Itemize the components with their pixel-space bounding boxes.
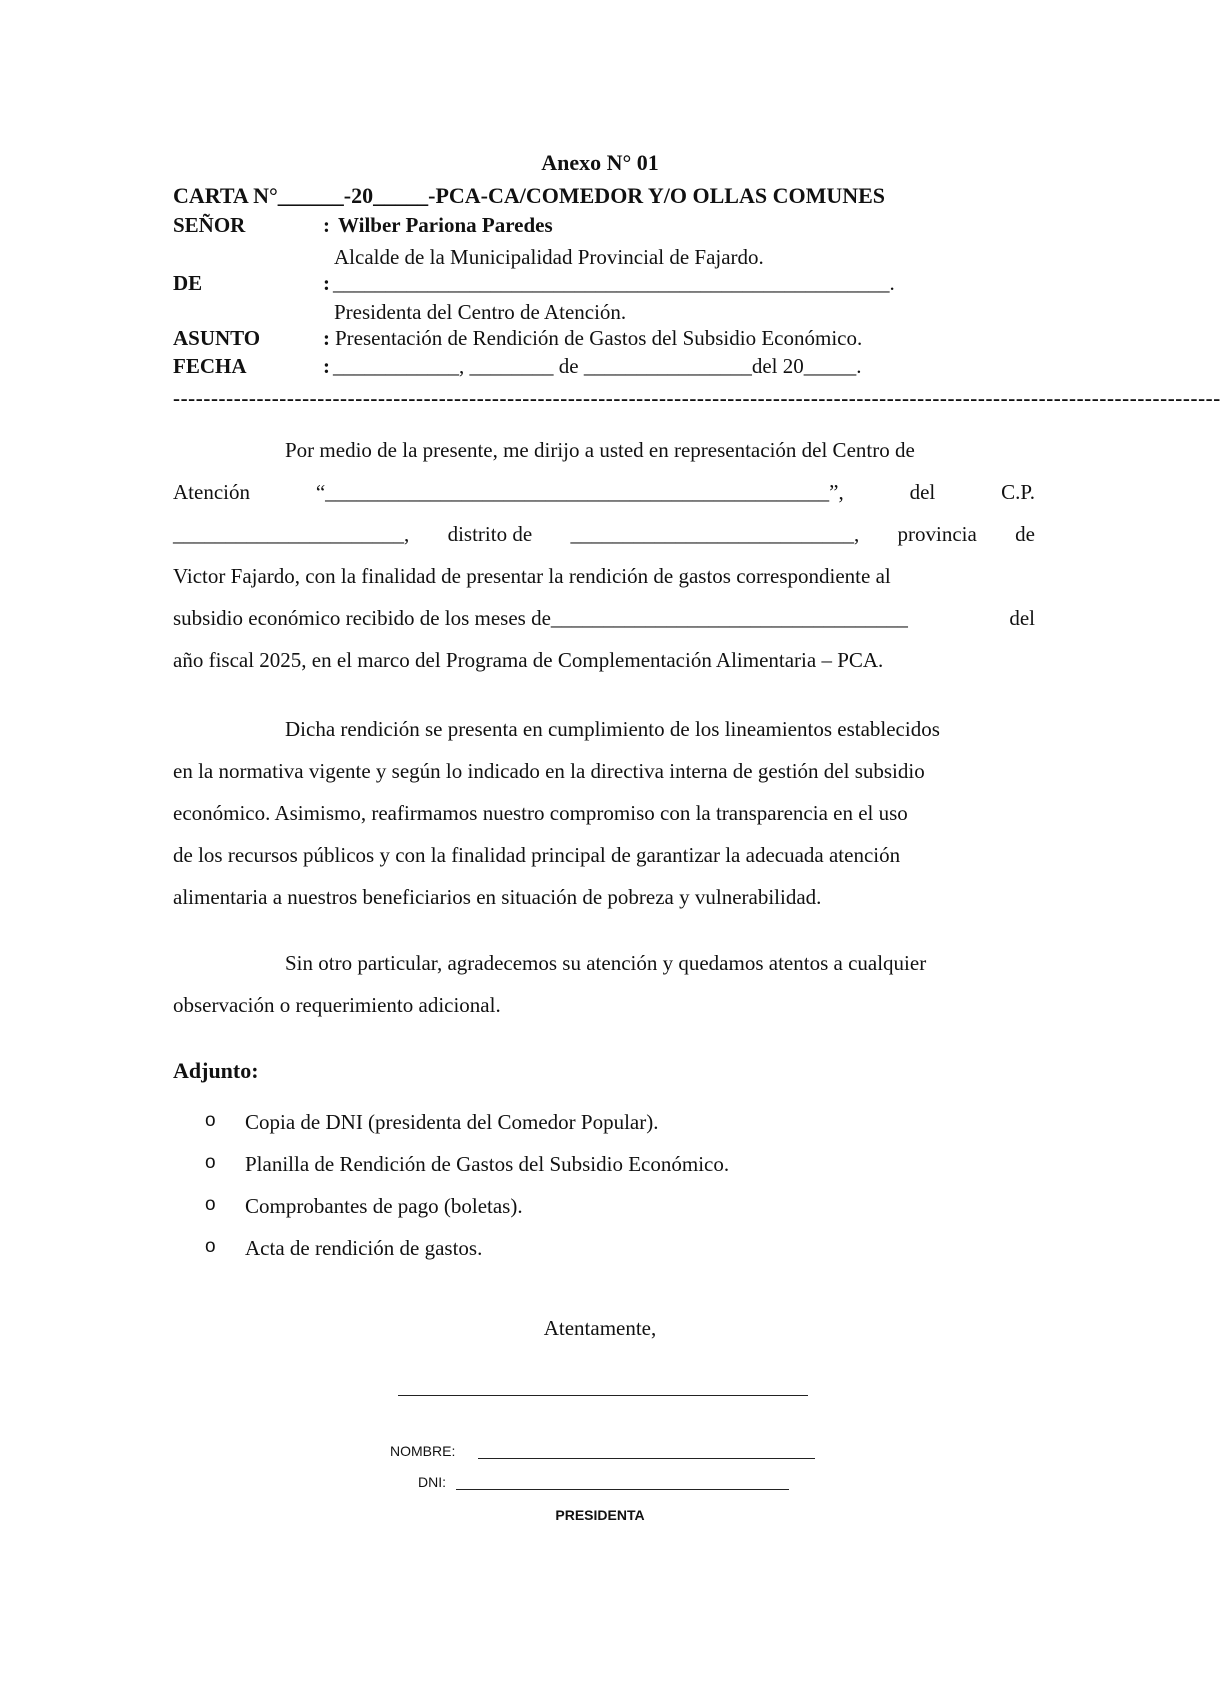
bullet-icon: o: [205, 1152, 216, 1173]
p1-line-2: [173, 480, 1035, 505]
p2-line-5: alimentaria a nuestros beneficiarios en situación de pobreza y vulnerabilidad.: [173, 885, 822, 909]
p1-line-2-word: del: [909, 480, 936, 504]
p1-line-3-blank: ______________________,: [173, 522, 410, 546]
p2-line-2: en la normativa vigente y según lo indicado en la directiva interna de gestión del subsidio: [173, 759, 925, 783]
p1-line-2-word: Atención: [173, 480, 250, 504]
fecha-value: ____________, ________ de ________________del 20_____.: [333, 354, 862, 378]
de-label: DE: [173, 271, 203, 295]
bullet-icon: o: [205, 1194, 216, 1215]
nombre-blank: [478, 1458, 815, 1459]
attachment-text: Copia de DNI (presidenta del Comedor Popular).: [245, 1110, 659, 1134]
p1-line-3: [173, 522, 1035, 547]
asunto-value: Presentación de Rendición de Gastos del Subsidio Económico.: [335, 326, 863, 350]
p1-line-5-text: subsidio económico recibido de los meses de__________________________________: [173, 606, 908, 630]
p1-line-5-word: del: [1009, 606, 1035, 630]
p1-line-2-blank: “________________________________________________”,: [315, 480, 844, 504]
nombre-label: NOMBRE:: [390, 1443, 456, 1459]
closing-text: Atentamente,: [543, 1316, 657, 1340]
p1-line-3-word: provincia: [897, 522, 977, 546]
fecha-colon: :: [323, 354, 330, 378]
de-position: Presidenta del Centro de Atención.: [334, 300, 627, 324]
p1-line-3-word: de: [1015, 522, 1035, 546]
senor-position: Alcalde de la Municipalidad Provincial de Fajardo.: [334, 245, 764, 269]
signature-line: [398, 1395, 808, 1396]
p1-line-6: año fiscal 2025, en el marco del Programa de Complementación Alimentaria – PCA.: [173, 648, 884, 672]
p1-line-1: Por medio de la presente, me dirijo a usted en representación del Centro de: [285, 438, 915, 462]
asunto-label: ASUNTO: [173, 326, 261, 350]
de-value: _____________________________________________________.: [333, 271, 895, 295]
dni-label: DNI:: [418, 1474, 446, 1490]
de-colon: :: [323, 271, 330, 295]
p1-line-3-blank: ___________________________,: [570, 522, 860, 546]
attachments-title: Adjunto:: [173, 1058, 259, 1083]
fecha-label: FECHA: [173, 354, 247, 378]
p3-line-2: observación o requerimiento adicional.: [173, 993, 501, 1017]
p2-line-4: de los recursos públicos y con la finalidad principal de garantizar la adecuada atención: [173, 843, 901, 867]
senor-label: SEÑOR: [173, 213, 246, 237]
p1-line-4: Victor Fajardo, con la finalidad de presentar la rendición de gastos correspondiente al: [173, 564, 891, 588]
p2-line-1: Dicha rendición se presenta en cumplimiento de los lineamientos establecidos: [285, 717, 940, 741]
letter-number: CARTA N°______-20_____-PCA-CA/COMEDOR Y/O OLLAS COMUNES: [173, 183, 886, 208]
annex-title: Anexo N° 01: [541, 150, 659, 175]
attachment-text: Acta de rendición de gastos.: [245, 1236, 483, 1260]
bullet-icon: o: [205, 1236, 216, 1257]
p1-line-3-word: distrito de: [447, 522, 533, 546]
p1-line-2-word: C.P.: [1001, 480, 1035, 504]
signature-role: PRESIDENTA: [555, 1507, 645, 1523]
dni-blank: [456, 1489, 789, 1490]
p2-line-3: económico. Asimismo, reafirmamos nuestro compromiso con la transparencia en el uso: [173, 801, 908, 825]
p3-line-1: Sin otro particular, agradecemos su atención y quedamos atentos a cualquier: [285, 951, 927, 975]
p1-line-5: [173, 606, 1035, 631]
separator-line: ------------------------------------------------------------------------------------------------------------------------------------------: [173, 386, 1221, 410]
senor-name: Wilber Pariona Paredes: [338, 213, 553, 237]
senor-colon: :: [323, 213, 330, 237]
asunto-colon: :: [323, 326, 330, 350]
attachment-text: Planilla de Rendición de Gastos del Subsidio Económico.: [245, 1152, 730, 1176]
bullet-icon: o: [205, 1110, 216, 1131]
attachment-text: Comprobantes de pago (boletas).: [245, 1194, 523, 1218]
